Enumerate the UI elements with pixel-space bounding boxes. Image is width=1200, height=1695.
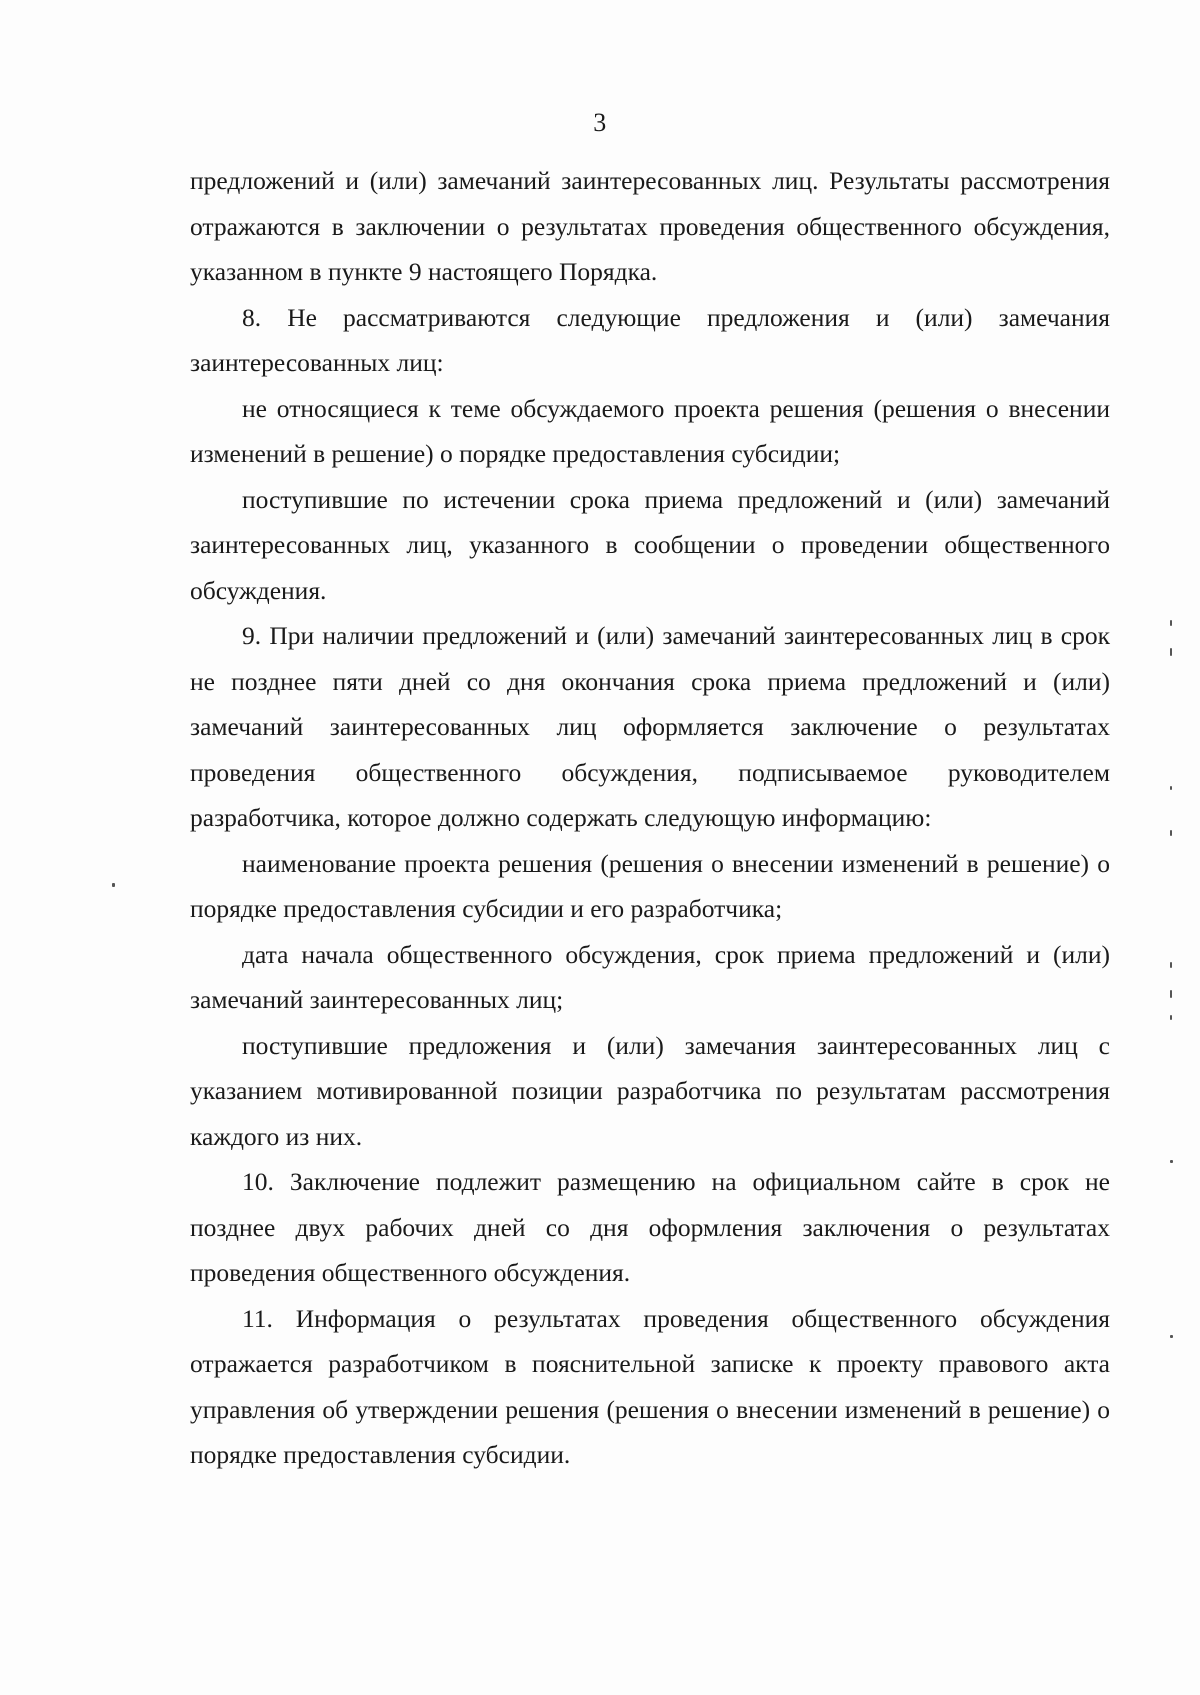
document-body xyxy=(190,158,1110,1478)
paragraph-item-9: 9. При наличии предложений и (или) замечаний заинтересованных лиц в срок не позднее пяти дней со дня окончания срока приема предложений и (или) замечаний заинтересованных лиц оформляется заключение о результатах проведения общественного обсуждения, подписываемое руководителем разработчика, которое должно содержать следующую информацию: xyxy=(190,621,1110,832)
paragraph-item-8: 8. Не рассматриваются следующие предложения и (или) замечания заинтересованных лиц: xyxy=(190,302,1110,377)
page-number: 3 xyxy=(593,108,607,137)
paragraph-item-9-c: поступившие предложения и (или) замечания заинтересованных лиц с указанием мотивированной позиции разработчика по результатам рассмотрения каждого из них. xyxy=(190,1030,1110,1151)
scan-dot xyxy=(1170,962,1172,968)
paragraph-continuation: предложений и (или) замечаний заинтересованных лиц. Результаты рассмотрения отражаются в заключении о результатах проведения общественного обсуждения, указанном в пункте 9 настоящего Порядка. xyxy=(190,166,1110,286)
paragraph-item-8-a: не относящиеся к теме обсуждаемого проекта решения (решения о внесении изменений в решение) о порядке предоставления субсидии; xyxy=(190,393,1110,468)
scan-dot xyxy=(1170,786,1172,790)
paragraph-item-8-b: поступившие по истечении срока приема предложений и (или) замечаний заинтересованных лиц, указанного в сообщении о проведении общественного обсуждения. xyxy=(190,484,1110,605)
scan-dot xyxy=(1170,620,1172,626)
scan-dot xyxy=(1170,830,1172,836)
scan-dot xyxy=(1170,1160,1173,1163)
scan-dot xyxy=(1170,1015,1172,1020)
paragraph-item-9-a: наименование проекта решения (решения о внесении изменений в решение) о порядке предоставления субсидии и его разработчика; xyxy=(190,848,1110,923)
paragraph-item-10: 10. Заключение подлежит размещению на официальном сайте в срок не позднее двух рабочих дней со дня оформления заключения о результатах проведения общественного обсуждения. xyxy=(190,1167,1110,1287)
scan-dot xyxy=(1170,990,1172,998)
scan-dot xyxy=(1170,648,1172,656)
paragraph-item-11: 11. Информация о результатах проведения общественного обсуждения отражается разработчиком в пояснительной записке к проекту правового акта управления об утверждении решения (решения о внесении изменений в решение) о порядке предоставления субсидии. xyxy=(190,1303,1110,1469)
scan-dot xyxy=(112,883,115,887)
paragraph-item-9-b: дата начала общественного обсуждения, срок приема предложений и (или) замечаний заинтересованных лиц; xyxy=(190,939,1110,1014)
scan-dot xyxy=(1170,1335,1173,1338)
